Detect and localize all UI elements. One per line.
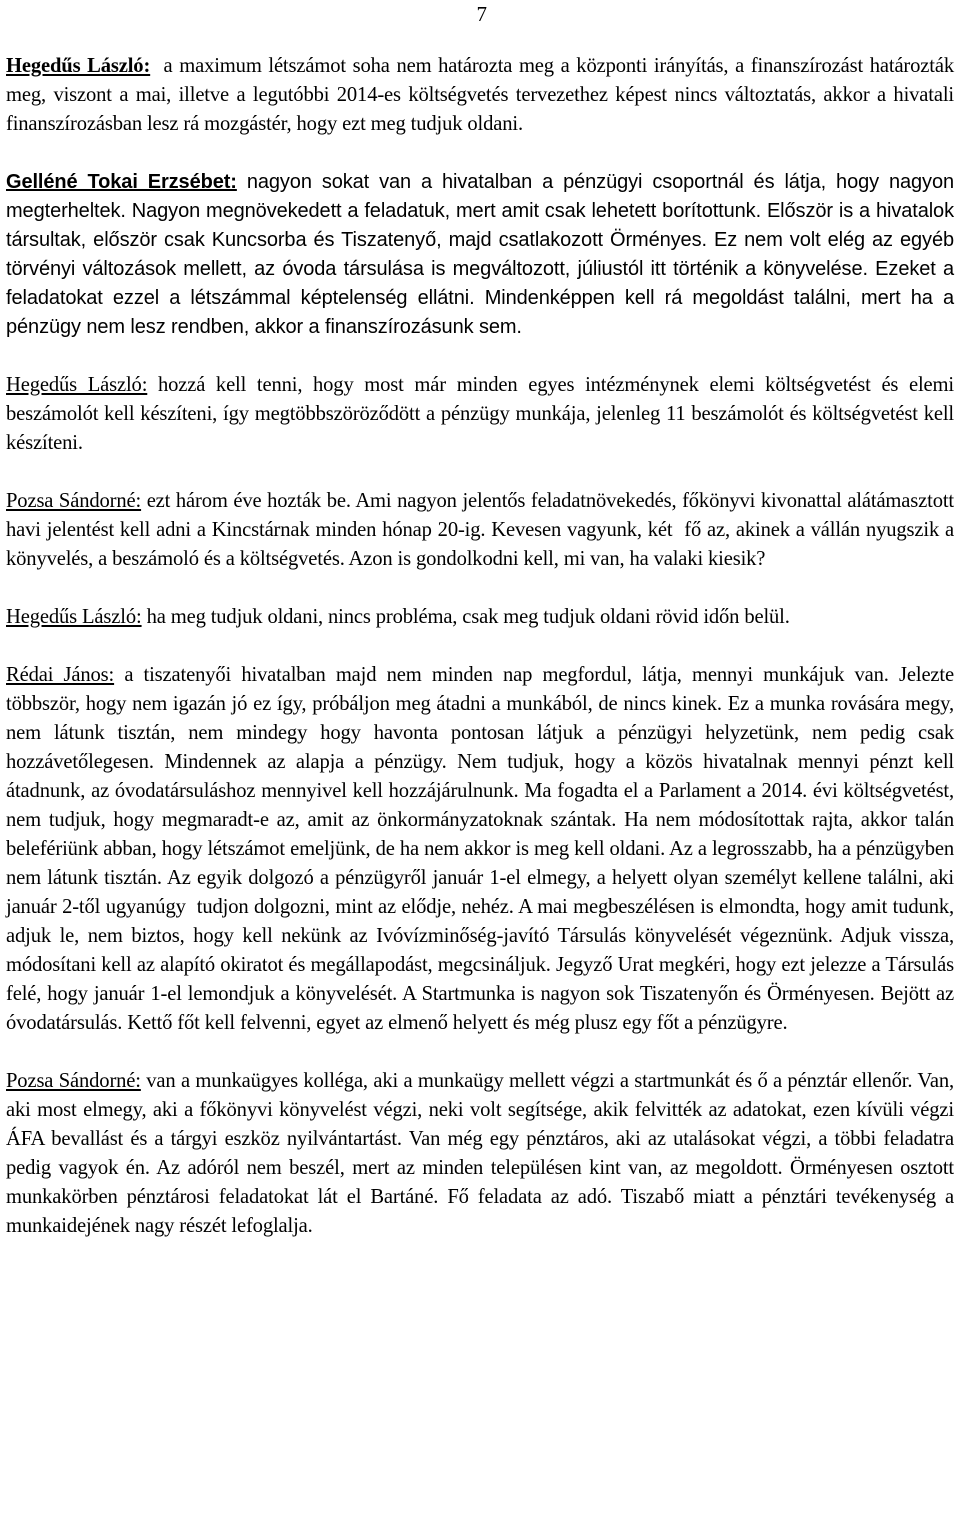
paragraph-text: nagyon sokat van a hivatalban a pénzügyi csoportnál és látja, hogy nagyon megterheltek. Nagyon megnövekedett a feladatuk, mert amit csak lehetett borítottunk. Először is a hivatalok társultak, először csak Kuncsorba és Tiszatenyő, majd csatlakozott Örményes. Ez nem volt elég az egyéb törvényi változások mellett, az óvoda társulása is megváltozott, júliustól itt történik a könyvelése. Ezeket a feladatokat ezzel a létszámmal képtelenség ellátni. Mindenképpen kell rá megoldást találni, mert ha a pénzügy nem lesz rendben, akkor a finanszírozásunk sem. [6,171,955,338]
paragraph-hegedus-2 [6,371,954,458]
paragraph-pozsa-2 [6,1067,954,1241]
paragraph-hegedus-3 [6,603,954,632]
paragraph-hegedus-1 [6,52,959,139]
speaker-name: Hegedűs László: [6,606,142,628]
speaker-name: Hegedűs László: [6,374,148,396]
paragraph-text: a tiszatenyői hivatalban majd nem minden nap megfordul, látja, mennyi munkájuk van. Jelezte többször, hogy nem igazán jó ez így, próbáljon meg átadni a munkából, de nincs kinek. Ez a munka rovására megy, nem látunk tisztán, nem mindegy hogy havonta pontosan látjuk a pénzügyi helyzetünk, nem pedig csak hozzávetőlegesen. Mindennek az alapja a pénzügy. Nem tudjuk, hogy a közös hivatalnak mennyi pénzt kell átadnunk, az óvodatársuláshoz mennyivel kell hozzájárulnunk. Ma fogadta el a Parlament a 2014. évi költségvetést, nem tudjuk, hogy megmaradt-e az, amit az önkormányzatoknak szántak. Ha nem módosítottak rajta, akkor talán belefériünk abban, hogy létszámot emeljünk, de ha nem akkor is meg kell oldani. Az a legrosszabb, ha a pénzügyben nem látunk tisztán. Az egyik dolgozó a pénzügyről január 1-el elmegy, a helyett olyan személyt kellene találni, aki január 2-től ugyanúgy tudjon dolgozni, mint az elődje, nehéz. A mai megbeszélésen is elmondta, hogy amit tudunk, adjuk le, nem biztos, hogy kell nekünk az Ivóvízminőség-javító Társulás könyvelését végeznünk. Adjuk vissza, módosítani kell az alapító okiratot és megállapodást, megcsináljuk. Jegyző Urat megkéri, hogy ezt jelezze a Társulás felé, hogy január 1-el lemondjuk a könyvelését. A Startmunka is nagyon sok Tiszatenyőn és Örményesen. Bejött az óvodatársulás. Kettő főt kell felvenni, egyet az elmenő helyett és még plusz egy főt a pénzügyre. [6,664,959,1034]
paragraph-redai [6,661,959,1038]
page-number: 7 [476,2,487,26]
paragraph-gellene [6,168,954,342]
paragraph-text: ezt három éve hozták be. Ami nagyon jelentős feladatnövekedés, főkönyvi kivonattal alátámasztott havi jelentést kell adni a Kincstárnak minden hónap 20-ig. Kevesen vagyunk, két fő az, akinek a vállán nyugszik a könyvelés, a beszámoló és a költségvetés. Azon is gondolkodni kell, mi van, ha valaki kiesik? [6,490,960,570]
paragraph-text: ha meg tudjuk oldani, nincs probléma, csak meg tudjuk oldani rövid időn belül. [141,606,790,628]
paragraph-text: hozzá kell tenni, hogy most már minden egyes intézménynek elemi költségvetést és elemi beszámolót kell készíteni, így megtöbbszöröződött a pénzügy munkája, jelenleg 11 beszámolót és költségvetést kell készíteni. [6,374,954,454]
speaker-name: Pozsa Sándorné: [6,1070,141,1092]
document-body [6,52,960,1241]
speaker-name: Gelléné Tokai Erzsébet: [6,171,237,193]
speaker-name: Pozsa Sándorné: [6,490,142,512]
paragraph-text: a maximum létszámot soha nem határozta meg a központi irányítás, a finanszírozást határozták meg, viszont a mai, illetve a legutóbbi 2014-es költségvetés tervezethez képest nincs változtatás, akkor a hivatali finanszírozásban lesz rá mozgástér, hogy ezt meg tudjuk oldani. [6,55,959,135]
paragraph-text: van a munkaügyes kolléga, aki a munkaügy mellett végzi a startmunkát és ő a pénztár ellenőr. Van, aki most elmegy, aki a főkönyvi könyvelést végzi, neki volt segítsége, akik felvitték az adatokat, ezen kívüli végzi ÁFA bevallást és a tárgyi eszköz nyilvántartást. Van még egy pénztáros, aki az utalásokat végzi, a többi feladatra pedig vagyok én. Az adóról nem beszél, mert az minden településen kint van, az megoldott. Örményesen osztott munkakörben pénztárosi feladatokat lát el Bartáné. Fő feladata az adó. Tiszabő miatt a pénztári tevékenység a munkaidejének nagy részét lefoglalja. [6,1070,954,1237]
speaker-name: Rédai János: [6,664,115,686]
speaker-name: Hegedűs László: [6,55,151,77]
paragraph-pozsa-1 [6,487,960,574]
